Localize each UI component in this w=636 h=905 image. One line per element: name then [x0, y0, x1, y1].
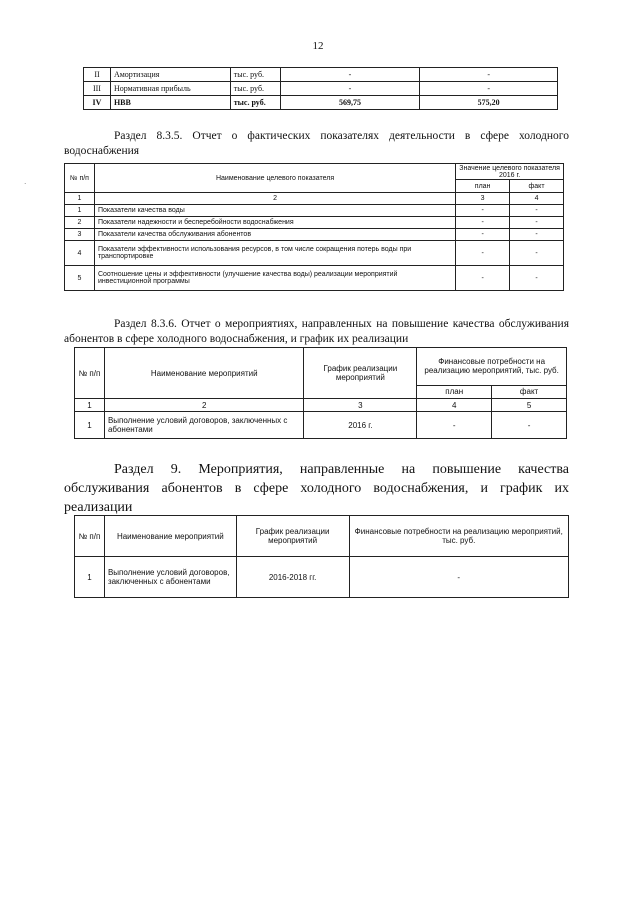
row-name: Показатели качества воды — [94, 205, 455, 217]
row-value-2: 575,20 — [420, 96, 558, 110]
table-header-row — [65, 164, 564, 180]
row-number: 3 — [65, 229, 95, 241]
row-fact: - — [510, 205, 564, 217]
index-cell: 1 — [65, 193, 95, 205]
table-row — [75, 412, 567, 439]
table-row — [75, 557, 569, 598]
section-9-heading: Раздел 9. Мероприятия, направленные на повышение качества обслуживания абонентов в сфере холодного водоснабжения, и график их реализации — [64, 462, 569, 515]
row-name: Амортизация — [110, 68, 230, 82]
row-number: 4 — [65, 241, 95, 266]
header-finance: Финансовые потребности на реализацию мероприятий, тыс. руб. — [349, 516, 569, 557]
row-plan: - — [456, 217, 510, 229]
row-schedule: 2016-2018 гг. — [236, 557, 349, 598]
row-fact: - — [492, 412, 567, 439]
row-number: 1 — [65, 205, 95, 217]
page-number: 12 — [312, 40, 324, 52]
row-name: Выполнение условий договоров, заключенных с абонентами — [104, 412, 304, 439]
row-name: Показатели надежности и бесперебойности водоснабжения — [94, 217, 455, 229]
row-name: Выполнение условий договоров, заключенных с абонентами — [104, 557, 236, 598]
margin-mark: · — [24, 180, 27, 188]
table-row — [84, 82, 558, 96]
row-value-1: - — [280, 82, 420, 96]
header-schedule: График реализации мероприятий — [304, 348, 417, 399]
header-num: № п/п — [65, 164, 95, 193]
header-plan: план — [417, 385, 492, 398]
header-schedule: График реализации мероприятий — [236, 516, 349, 557]
section-835-heading: Раздел 8.3.5. Отчет о фактических показателях деятельности в сфере холодного водоснабжения — [64, 130, 569, 157]
index-cell: 1 — [75, 399, 105, 412]
header-num: № п/п — [75, 516, 105, 557]
row-value-2: - — [420, 82, 558, 96]
index-cell: 5 — [492, 399, 567, 412]
header-num: № п/п — [75, 348, 105, 399]
row-value-1: - — [280, 68, 420, 82]
table-row — [84, 68, 558, 82]
table-row — [65, 205, 564, 217]
index-cell: 4 — [417, 399, 492, 412]
row-fact: - — [510, 241, 564, 266]
measures-plan-table — [74, 515, 569, 598]
row-finance: - — [349, 557, 569, 598]
row-plan: - — [456, 205, 510, 217]
table-row — [65, 217, 564, 229]
header-finance: Финансовые потребности на реализацию мероприятий, тыс. руб. — [417, 348, 567, 386]
row-name: Нормативная прибыль — [110, 82, 230, 96]
row-name: Показатели качества обслуживания абонентов — [94, 229, 455, 241]
row-number: 1 — [75, 557, 105, 598]
index-cell: 2 — [104, 399, 304, 412]
row-plan: - — [456, 229, 510, 241]
index-cell: 3 — [456, 193, 510, 205]
row-number: 5 — [65, 266, 95, 291]
header-plan: план — [456, 180, 510, 193]
row-fact: - — [510, 266, 564, 291]
section-836-heading: Раздел 8.3.6. Отчет о мероприятиях, направленных на повышение качества обслуживания абонентов в сфере холодного водоснабжения, и график их реализации — [64, 318, 569, 345]
row-value-1: 569,75 — [280, 96, 420, 110]
table-index-row — [75, 399, 567, 412]
header-fact: факт — [510, 180, 564, 193]
row-name: Соотношение цены и эффективности (улучшение качества воды) реализации мероприятий инвестиционной программы — [94, 266, 455, 291]
financial-table — [83, 67, 558, 110]
row-plan: - — [417, 412, 492, 439]
table-header-row — [75, 348, 567, 386]
header-name: Наименование целевого показателя — [94, 164, 455, 193]
table-row — [84, 96, 558, 110]
header-name: Наименование мероприятий — [104, 516, 236, 557]
row-fact: - — [510, 229, 564, 241]
row-unit: тыс. руб. — [230, 82, 280, 96]
table-row — [65, 241, 564, 266]
row-name: НВВ — [110, 96, 230, 110]
row-plan: - — [456, 241, 510, 266]
target-indicators-table — [64, 163, 564, 291]
table-row — [65, 229, 564, 241]
table-header-row — [75, 516, 569, 557]
row-number: IV — [84, 96, 111, 110]
row-schedule: 2016 г. — [304, 412, 417, 439]
index-cell: 3 — [304, 399, 417, 412]
row-fact: - — [510, 217, 564, 229]
row-number: 1 — [75, 412, 105, 439]
row-name: Показатели эффективности использования ресурсов, в том числе сокращения потерь воды при транспортировке — [94, 241, 455, 266]
row-number: III — [84, 82, 111, 96]
measures-report-table — [74, 347, 567, 439]
header-name: Наименование мероприятий — [104, 348, 304, 399]
table-row — [65, 266, 564, 291]
row-value-2: - — [420, 68, 558, 82]
index-cell: 4 — [510, 193, 564, 205]
header-fact: факт — [492, 385, 567, 398]
index-cell: 2 — [94, 193, 455, 205]
row-number: II — [84, 68, 111, 82]
row-plan: - — [456, 266, 510, 291]
row-unit: тыс. руб. — [230, 96, 280, 110]
row-unit: тыс. руб. — [230, 68, 280, 82]
row-number: 2 — [65, 217, 95, 229]
header-value: Значение целевого показателя 2016 г. — [456, 164, 564, 180]
table-index-row — [65, 193, 564, 205]
